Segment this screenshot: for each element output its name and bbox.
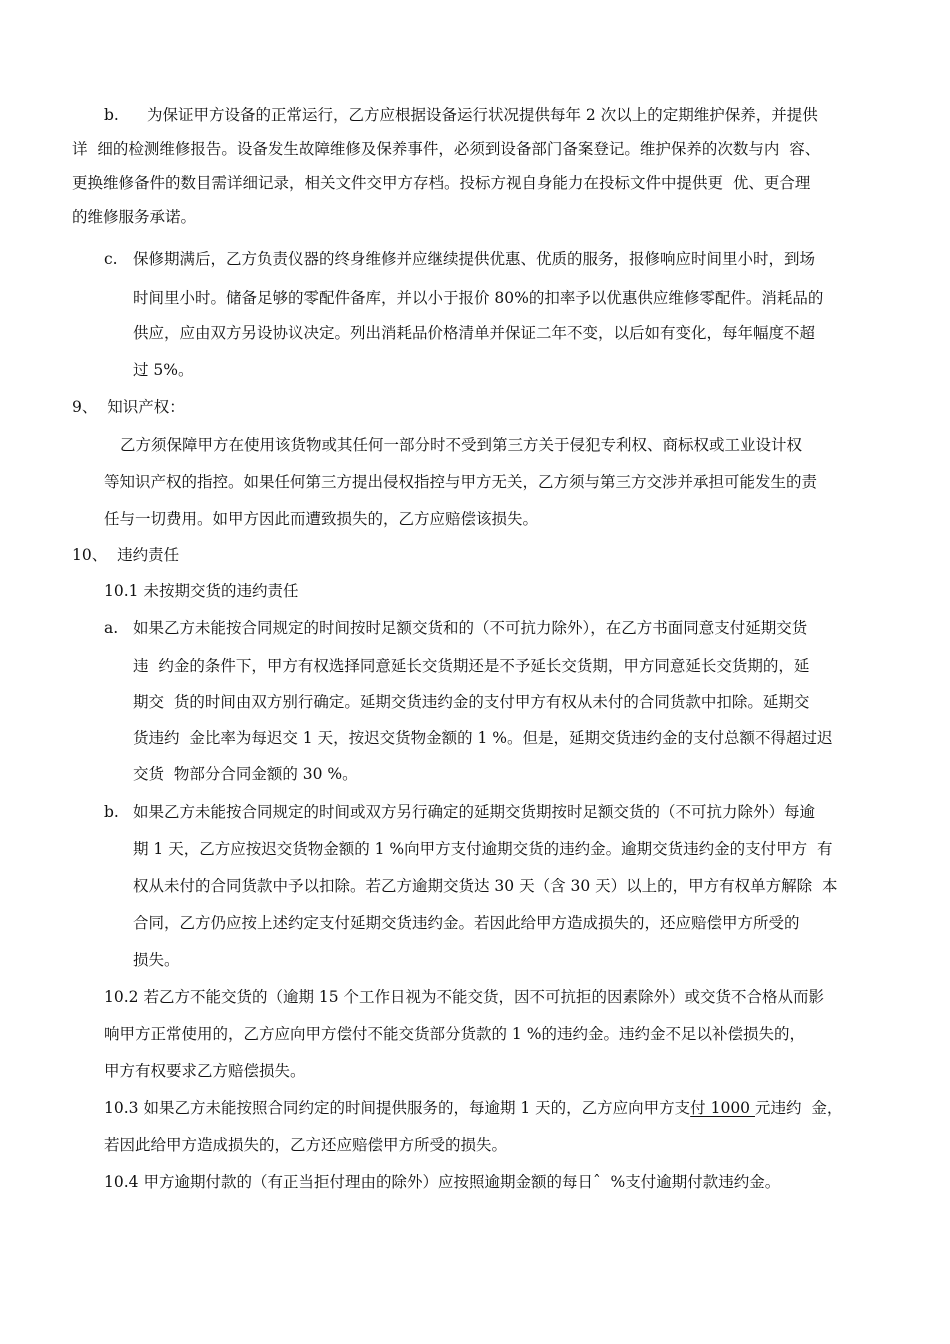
section-9-heading: 9、 知识产权： [72, 398, 185, 416]
item-b-line-1: 为保证甲方设备的正常运行，乙方应根据设备运行状况提供每年 2 次以上的定期维护保养，并提供 [147, 106, 818, 124]
item-c-marker: c. [104, 250, 118, 268]
item-a-line-1: 如果乙方未能按合同规定的时间按时足额交货和的（不可抗力除外），在乙方书面同意支付延期交货 [133, 619, 808, 637]
section-9-line-2: 等知识产权的指控。如果任何第三方提出侵权指控与甲方无关，乙方须与第三方交涉并承担可能发生的责 [104, 473, 818, 491]
penalty-amount-underlined: 付 1000 [690, 1099, 755, 1117]
section-10-2-line-3: 甲方有权要求乙方赔偿损失。 [104, 1062, 306, 1080]
item-a-line-2: 违 约金的条件下，甲方有权选择同意延长交货期还是不予延长交货期，甲方同意延长交货期的，延 [133, 657, 810, 675]
section-9-line-1: 乙方须保障甲方在使用该货物或其任何一部分时不受到第三方关于侵犯专利权、商标权或工业设计权 [120, 436, 803, 454]
section-9-line-3: 任与一切费用。如甲方因此而遭致损失的，乙方应赔偿该损失。 [104, 510, 539, 528]
item-c-line-2: 时间里小时。储备足够的零配件备库，并以小于报价 80%的扣率予以优惠供应维修零配件。消耗品的 [133, 289, 824, 307]
item-a-marker: a. [104, 619, 119, 637]
item-c-line-1: 保修期满后，乙方负责仪器的终身维修并应继续提供优惠、优质的服务，报修响应时间里小时，到场 [133, 250, 816, 268]
item-b-line-3: 更换维修备件的数目需详细记录，相关文件交甲方存档。投标方视自身能力在投标文件中提供更 优、更合理 [72, 174, 811, 192]
item-b-line-2: 详 细的检测维修报告。设备发生故障维修及保养事件，必须到设备部门备案登记。维护保养的次数与内 容、 [72, 140, 821, 158]
item-b2-line-1: 如果乙方未能按合同规定的时间或双方另行确定的延期交货期按时足额交货的（不可抗力除外）每逾 [133, 803, 816, 821]
item-b-line-4: 的维修服务承诺。 [72, 208, 197, 226]
item-c-line-3: 供应，应由双方另设协议决定。列出消耗品价格清单并保证二年不变，以后如有变化，每年幅度不超 [133, 324, 816, 342]
section-10-2-line-1: 10.2 若乙方不能交货的（逾期 15 个工作日视为不能交货，因不可抗拒的因素除外）或交货不合格从而影 [104, 988, 825, 1006]
section-10-2-line-2: 响甲方正常使用的，乙方应向甲方偿付不能交货部分货款的 1 %的违约金。违约金不足以补偿损失的， [104, 1025, 805, 1043]
item-b2-marker: b. [104, 803, 119, 821]
section-10-1-heading: 10.1 未按期交货的违约责任 [104, 582, 299, 600]
item-c-line-4: 过 5%。 [133, 361, 194, 379]
section-10-4-line: 10.4 甲方逾期付款的（有正当拒付理由的除外）应按照逾期金额的每日ˆ %支付逾期付款违约金。 [104, 1173, 781, 1191]
section-10-3-text-b: 元违约 金， [754, 1099, 843, 1117]
item-b-marker: b. [104, 106, 119, 124]
section-10-3-line-2: 若因此给甲方造成损失的，乙方还应赔偿甲方所受的损失。 [104, 1136, 508, 1154]
section-10-3-line-1 [104, 1093, 842, 1124]
item-a-line-5: 交货 物部分合同金额的 30 %。 [133, 765, 358, 783]
item-b2-line-3: 权从未付的合同货款中予以扣除。若乙方逾期交货达 30 天（含 30 天）以上的，甲方有权单方解除 本 [133, 877, 838, 895]
item-a-line-4: 货违约 金比率为每迟交 1 天，按迟交货物金额的 1 %。但是，延期交货违约金的支付总额不得超过迟 [133, 729, 833, 747]
item-b2-line-2: 期 1 天，乙方应按迟交货物金额的 1 %向甲方支付逾期交货的违约金。逾期交货违约金的支付甲方 有 [133, 840, 833, 858]
item-b2-line-4: 合同，乙方仍应按上述约定支付延期交货违约金。若因此给甲方造成损失的，还应赔偿甲方所受的 [133, 914, 800, 932]
section-10-3-text-a: 10.3 如果乙方未能按照合同约定的时间提供服务的，每逾期 1 天的，乙方应向甲方支 [104, 1099, 691, 1117]
item-b2-line-5: 损失。 [133, 951, 180, 969]
section-10-heading: 10、 违约责任 [72, 546, 180, 564]
item-a-line-3: 期交 货的时间由双方别行确定。延期交货违约金的支付甲方有权从未付的合同货款中扣除。延期交 [133, 693, 810, 711]
